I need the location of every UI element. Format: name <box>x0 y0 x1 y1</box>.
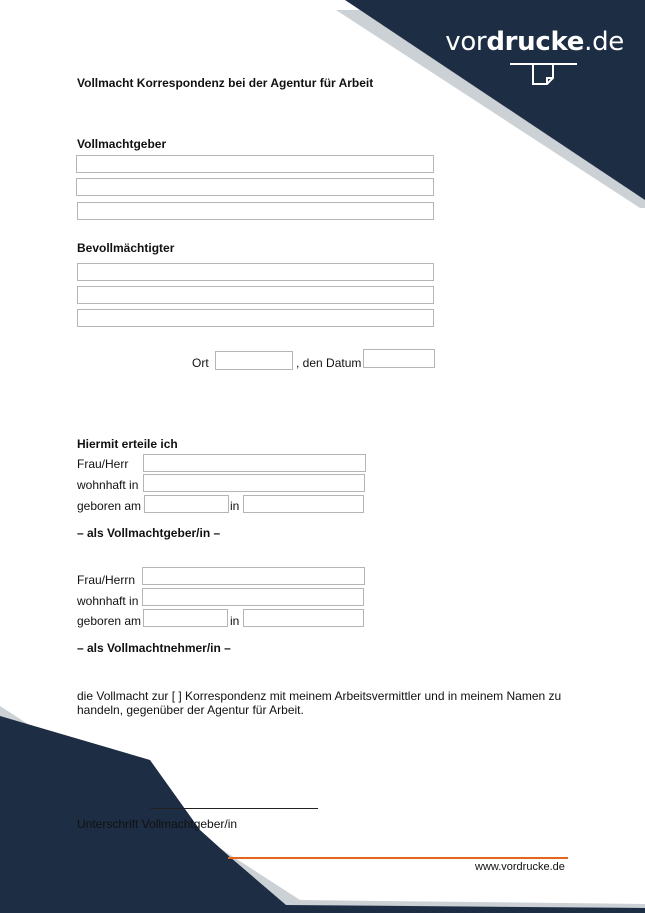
person2-name-input[interactable] <box>142 567 365 585</box>
person2-in-label: in <box>230 614 240 628</box>
logo-bold: drucke <box>486 27 585 57</box>
document-title: Vollmacht Korrespondenz bei der Agentur für Arbeit <box>77 76 374 90</box>
section-attorney-heading: Bevollmächtigter <box>77 241 175 255</box>
logo-underline <box>510 63 577 65</box>
place-input[interactable] <box>215 351 293 370</box>
footer-accent-line <box>228 857 568 859</box>
person1-in-label: in <box>230 499 240 513</box>
person1-birthdate-input[interactable] <box>144 495 229 513</box>
hereby-heading: Hiermit erteile ich <box>77 437 178 451</box>
attorney-line-3-input[interactable] <box>77 309 434 327</box>
person2-residence-label: wohnhaft in <box>77 594 139 608</box>
date-input[interactable] <box>363 349 435 368</box>
grantor-line-2-input[interactable] <box>76 178 434 196</box>
grantor-line-3-input[interactable] <box>77 202 434 220</box>
person1-residence-label: wohnhaft in <box>77 478 139 492</box>
signature-line <box>150 808 318 809</box>
person1-residence-input[interactable] <box>143 474 365 492</box>
person2-role: – als Vollmachtnehmer/in – <box>77 641 231 655</box>
date-label: , den Datum <box>296 356 362 370</box>
signature-label: Unterschrift Vollmachtgeber/in <box>77 817 327 831</box>
person2-born-label: geboren am <box>77 614 142 628</box>
footer-url: www.vordrucke.de <box>475 861 565 873</box>
person1-salutation-label: Frau/Herr <box>77 457 129 471</box>
person2-residence-input[interactable] <box>142 588 364 606</box>
person2-birthdate-input[interactable] <box>143 609 228 627</box>
person1-name-input[interactable] <box>143 454 366 472</box>
person2-salutation-label: Frau/Herrn <box>77 573 136 587</box>
attorney-line-2-input[interactable] <box>77 286 434 304</box>
vordrucke-logo <box>445 27 624 57</box>
person1-role: – als Vollmachtgeber/in – <box>77 526 221 540</box>
logo-prefix: vor <box>445 27 487 57</box>
section-grantor-heading: Vollmachtgeber <box>77 137 167 151</box>
authorization-text: die Vollmacht zur [ ] Korrespondenz mit meinem Arbeitsvermittler und in meinem Namen zu handeln, gegenüber der Agentur für Arbeit. <box>77 689 562 717</box>
signature-white-area <box>0 716 286 905</box>
grantor-line-1-input[interactable] <box>76 155 434 173</box>
person1-birthplace-input[interactable] <box>243 495 364 513</box>
logo-suffix: .de <box>584 27 624 57</box>
person1-born-label: geboren am <box>77 499 142 513</box>
attorney-line-1-input[interactable] <box>77 263 434 281</box>
place-label: Ort <box>192 356 209 370</box>
person2-birthplace-input[interactable] <box>243 609 364 627</box>
document-icon <box>531 64 555 86</box>
